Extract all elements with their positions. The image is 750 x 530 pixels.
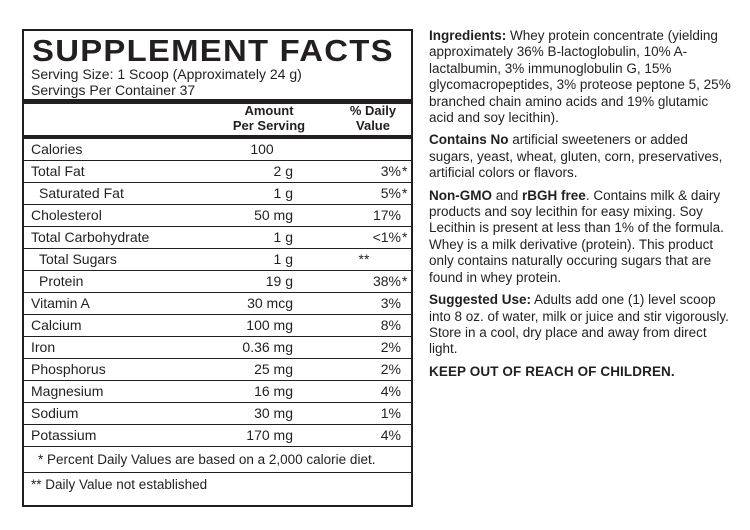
- footnote-divider: [24, 472, 411, 473]
- nutrient-amount: 50 mg: [254, 207, 293, 223]
- nutrient-daily-value: **: [358, 251, 370, 267]
- ingredients-text: Whey protein concentrate (yielding approximately 36% B-lactoglobulin, 10% A-lactalbumin, 3% immunoglobulin G, 15% glycomacropeptides, 3% proteose peptone 5, 25% branched chain amino acids and 19% glutamic acid and soy lecithin).: [429, 28, 731, 126]
- nutrient-name: Phosphorus: [31, 361, 106, 377]
- nutrient-row-phosphorus: [24, 359, 411, 381]
- nutrient-amount: 1 g: [273, 251, 293, 267]
- contains-no-paragraph: [429, 132, 734, 181]
- nutrient-amount: 19 g: [265, 273, 293, 289]
- contains-no-text: artificial sweeteners or added sugars, yeast, wheat, gluten, corn, preservatives, artificial colors or flavors.: [429, 132, 723, 181]
- nutrient-daily-value: 17%: [372, 207, 401, 223]
- nutrient-daily-value: 8%: [380, 317, 401, 333]
- nutrient-row-sodium: [24, 403, 411, 425]
- nutrient-row-total-fat: [24, 161, 411, 183]
- nutrient-name: Calories: [31, 141, 83, 157]
- amount-column-header: [204, 103, 334, 133]
- nutrient-daily-value: 3%: [380, 163, 401, 179]
- nutrient-row-total-sugars: [24, 249, 411, 271]
- nutrient-amount: 0.36 mg: [242, 339, 293, 355]
- nutrient-row-total-carbohydrate: [24, 227, 411, 249]
- nutrient-row-vitamin-a: [24, 293, 411, 315]
- nutrient-amount: 100 mg: [246, 317, 293, 333]
- servings-per-container: Servings Per Container 37: [31, 82, 196, 98]
- nutrient-amount: 30 mcg: [247, 295, 293, 311]
- footnote-mark: *: [402, 273, 408, 289]
- footnote-mark: *: [402, 185, 408, 201]
- nutrient-amount: 2 g: [273, 163, 293, 179]
- suggested-use-label: Suggested Use:: [429, 292, 532, 308]
- contains-no-label: Contains No: [429, 132, 509, 148]
- nutrient-row-protein: [24, 271, 411, 293]
- ingredients-paragraph: [429, 28, 734, 126]
- nutrient-row-magnesium: [24, 381, 411, 403]
- nutrient-name: Total Sugars: [39, 251, 117, 267]
- nutrient-row-potassium: [24, 425, 411, 447]
- suggested-use-paragraph: [429, 292, 734, 358]
- non-gmo-and: and: [492, 187, 523, 203]
- nutrient-row-iron: [24, 337, 411, 359]
- nutrient-row-cholesterol: [24, 205, 411, 227]
- footnote-mark: *: [402, 163, 408, 179]
- product-info-column: [429, 28, 734, 386]
- nutrient-name: Iron: [31, 339, 56, 355]
- serving-size: Serving Size: 1 Scoop (Approximately 24 g): [31, 66, 302, 82]
- supplement-facts-panel: [22, 29, 413, 507]
- nutrient-daily-value: 38%: [372, 273, 401, 289]
- amount-header-line1: Amount: [244, 103, 294, 118]
- nutrient-table: [24, 139, 411, 447]
- nutrient-name: Calcium: [31, 317, 82, 333]
- nutrient-daily-value: 2%: [380, 339, 401, 355]
- children-warning: KEEP OUT OF REACH OF CHILDREN.: [429, 363, 675, 379]
- ingredients-label: Ingredients:: [429, 28, 507, 43]
- nutrient-name: Total Fat: [31, 163, 85, 179]
- nutrient-amount: 30 mg: [254, 405, 293, 421]
- footnote-mark: *: [402, 229, 408, 245]
- nutrient-daily-value: 2%: [380, 361, 401, 377]
- nutrient-name: Magnesium: [31, 383, 104, 399]
- nutrient-name: Saturated Fat: [39, 185, 124, 201]
- nutrient-amount: 16 mg: [254, 383, 293, 399]
- nutrient-name: Total Carbohydrate: [31, 229, 150, 245]
- amount-header-line2: Per Serving: [232, 118, 306, 133]
- nutrient-row-calcium: [24, 315, 411, 337]
- nutrient-daily-value: 5%: [380, 185, 401, 201]
- nutrient-daily-value: 3%: [380, 295, 401, 311]
- nutrient-amount: 1 g: [273, 185, 293, 201]
- dv-header-line1: % Daily: [349, 103, 397, 118]
- nutrient-daily-value: 4%: [380, 427, 401, 443]
- non-gmo-text: . Contains milk & dairy products and soy lecithin for easy mixing. Soy Lecithin is present at less than 1% of the formula. Whey is a milk derivative (protein). This product only contains naturally occuring sugars that are found in whey protein.: [429, 187, 724, 285]
- facts-title: SUPPLEMENT FACTS: [32, 33, 394, 68]
- nutrient-name: Protein: [39, 273, 84, 289]
- rbgh-free-label: rBGH free: [522, 187, 586, 203]
- nutrient-daily-value: 4%: [380, 383, 401, 399]
- nutrient-daily-value: <1%: [372, 229, 401, 245]
- nutrient-amount: 1 g: [273, 229, 293, 245]
- non-gmo-label: Non-GMO: [429, 187, 492, 203]
- nutrient-name: Sodium: [31, 405, 79, 421]
- nutrient-name: Cholesterol: [31, 207, 102, 223]
- footnote-dv-not-established: ** Daily Value not established: [31, 477, 208, 492]
- nutrient-amount: 100: [250, 141, 274, 157]
- nutrient-daily-value: 1%: [380, 405, 401, 421]
- non-gmo-paragraph: [429, 188, 734, 286]
- nutrient-name: Potassium: [31, 427, 97, 443]
- nutrient-name: Vitamin A: [31, 295, 90, 311]
- nutrient-row-saturated-fat: [24, 183, 411, 205]
- footnote-percent-daily-values: * Percent Daily Values are based on a 2,000 calorie diet.: [38, 452, 376, 467]
- suggested-use-text: Adults add one (1) level scoop into 8 oz. of water, milk or juice and stir vigorously. Store in a cool, dry place and away from direct light.: [429, 292, 729, 357]
- daily-value-column-header: [324, 103, 422, 133]
- nutrient-row-calories: [24, 139, 411, 161]
- dv-header-line2: Value: [356, 118, 390, 133]
- nutrient-amount: 25 mg: [254, 361, 293, 377]
- nutrient-amount: 170 mg: [246, 427, 293, 443]
